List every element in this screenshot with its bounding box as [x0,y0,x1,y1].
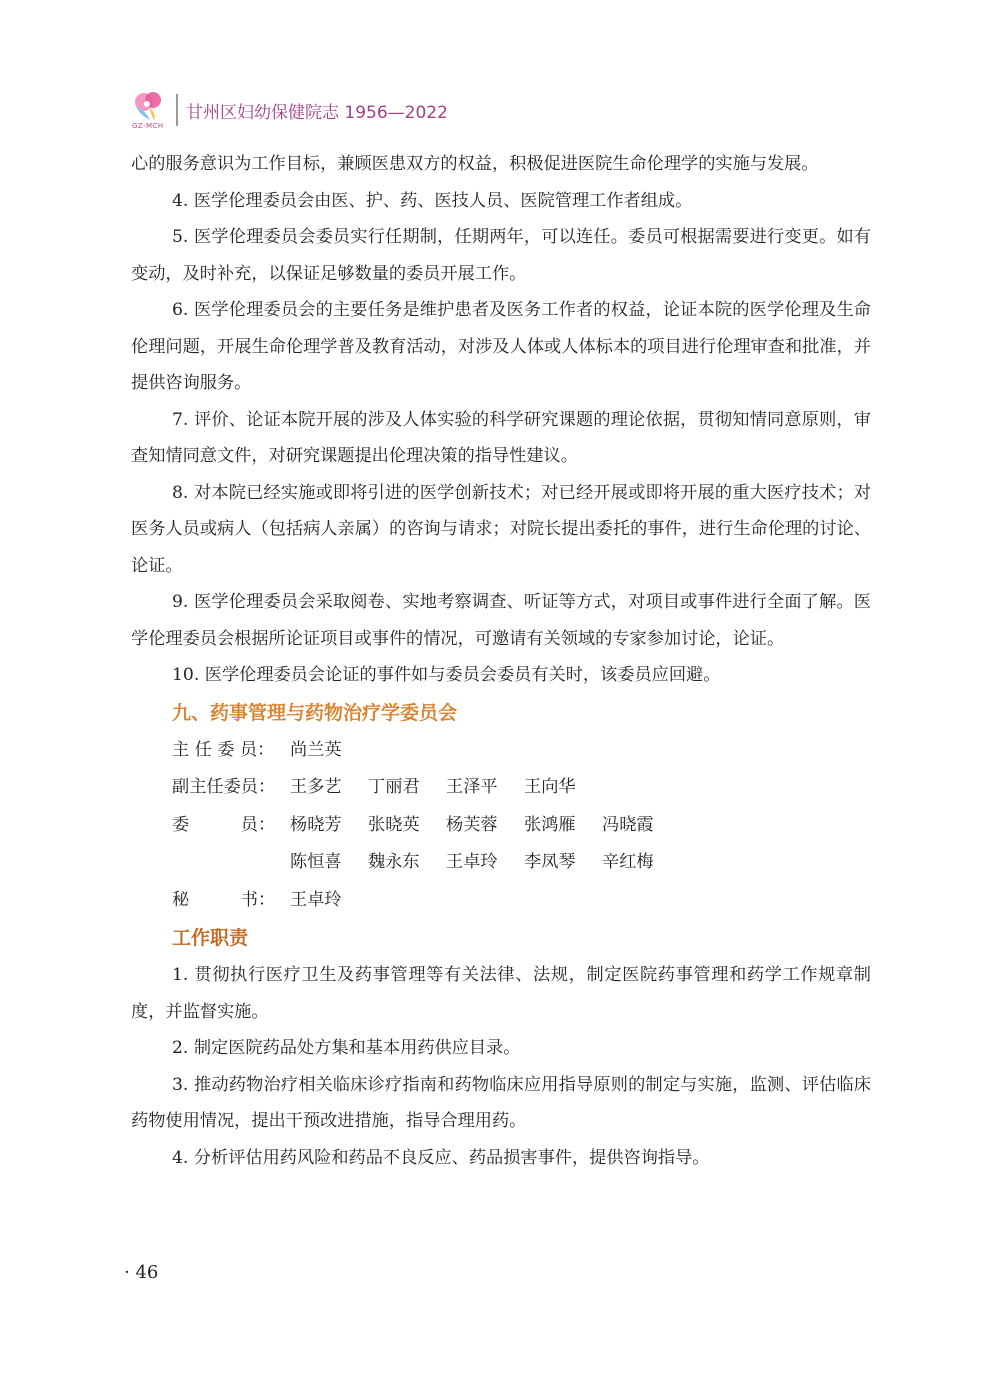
paragraph: 6. 医学伦理委员会的主要任务是维护患者及医务工作者的权益，论证本院的医学伦理及生命伦理问题，开展生命伦理学普及教育活动，对涉及人体或人体标本的项目进行伦理审查和批准，并提供咨询服务。 [131,300,871,393]
member-name: 张晓英 [368,814,420,835]
paragraph: 8. 对本院已经实施或即将引进的医学创新技术；对已经开展或即将开展的重大医疗技术；对医务人员或病人（包括病人亲属）的咨询与请求；对院长提出委托的事件，进行生命伦理的讨论、论证。 [131,482,871,576]
role-label: 秘 书： [172,889,276,910]
role-names [290,807,710,882]
header-divider [176,94,178,126]
paragraph: 心的服务意识为工作目标，兼顾医患双方的权益，积极促进医院生命伦理学的实施与发展。 [131,154,819,174]
role-label: 委 员： [172,814,276,835]
member-name: 张鸿雁 [524,814,576,835]
duty-item: 1. 贯彻执行医疗卫生及药事管理等有关法律、法规，制定医院药事管理和药学工作规章制度，并监督实施。 [131,965,871,1022]
member-name: 辛红梅 [602,852,654,872]
member-name: 魏永东 [368,852,420,872]
role-label: 副主任委员： [172,777,276,797]
member-name: 尚兰英 [290,739,342,760]
role-names [290,882,710,920]
paragraph: 5. 医学伦理委员会委员实行任期制，任期两年，可以连任。委员可根据需要进行变更。如有变动，及时补充，以保证足够数量的委员开展工作。 [131,227,871,284]
member-name: 王多艺 [290,777,342,797]
member-name: 杨芙蓉 [446,814,498,835]
section-heading: 九、药事管理与药物治疗学委员会 [172,701,458,724]
role-label: 主 任 委 员： [172,739,275,760]
running-header-title: 甘州区妇幼保健院志 1956—2022 [186,103,448,123]
member-name: 王卓玲 [446,852,498,872]
paragraph: 4. 医学伦理委员会由医、护、药、医技人员、医院管理工作者组成。 [172,190,693,211]
role-names [290,769,710,807]
role-vice-chair [131,769,871,807]
role-members [131,807,871,882]
paragraph: 10. 医学伦理委员会论证的事件如与委员会委员有关时，该委员应回避。 [172,665,721,685]
paragraph: 9. 医学伦理委员会采取阅卷、实地考察调查、听证等方式，对项目或事件进行全面了解。医学伦理委员会根据所论证项目或事件的情况，可邀请有关领域的专家参加讨论，论证。 [131,592,871,649]
page-body [131,146,871,1176]
duties-heading: 工作职责 [172,927,249,949]
role-chair [131,732,871,770]
role-names [290,732,710,770]
member-name: 王卓玲 [290,889,342,910]
member-name: 陈恒喜 [290,852,342,872]
page-header [130,88,830,134]
member-name: 王泽平 [446,777,498,797]
logo-caption: GZ·MCH [132,122,164,130]
member-name: 丁丽君 [368,777,420,797]
duty-item: 4. 分析评估用药风险和药品不良反应、药品损害事件，提供咨询指导。 [172,1147,710,1168]
member-name: 李凤琴 [524,852,576,872]
paragraph: 7. 评价、论证本院开展的涉及人体实验的科学研究课题的理论依据，贯彻知情同意原则，审查知情同意文件，对研究课题提出伦理决策的指导性建议。 [131,409,871,466]
role-secretary [131,882,871,920]
duty-item: 3. 推动药物治疗相关临床诊疗指南和药物临床应用指导原则的制定与实施，监测、评估临床药物使用情况，提出干预改进措施，指导合理用药。 [131,1074,871,1131]
page-number: · 46 [124,1262,159,1283]
member-name: 冯晓霞 [602,814,654,835]
duty-item: 2. 制定医院药品处方集和基本用药供应目录。 [172,1038,521,1058]
member-name: 杨晓芳 [290,814,342,835]
member-name: 王向华 [524,777,576,797]
